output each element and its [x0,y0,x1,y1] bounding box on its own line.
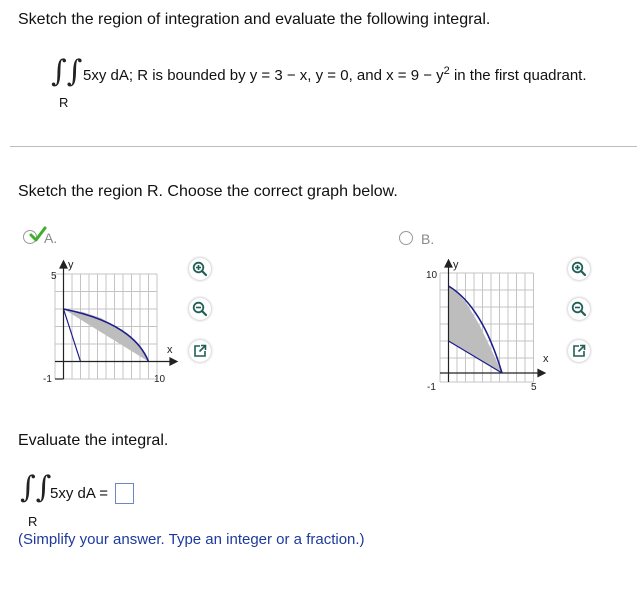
graph-a-open-button[interactable] [189,340,211,362]
double-integral-sign: ∫∫ [51,54,83,89]
option-a[interactable] [23,229,83,249]
suffix-text: in the first quadrant. [453,67,587,84]
graph-a[interactable] [38,258,188,388]
graph-a-tick-left: -1 [43,374,52,385]
answer-note: (Simplify your answer. Type an integer or a fraction.) [18,531,365,548]
double-integral-sign: ∫∫ [20,470,52,505]
instruction-text: Sketch the region of integration and evaluate the following integral. [18,11,491,28]
graph-b-open-button[interactable] [568,340,590,362]
answer-region-subscript: R [28,514,38,529]
section-divider [10,146,637,147]
region-subscript: R [59,95,69,110]
option-b-radio[interactable] [399,231,413,245]
graph-a-axis-x: x [167,344,173,356]
zoom-in-icon [571,261,587,277]
answer-expression [20,471,320,531]
graph-b-axis-x: x [543,353,549,365]
graph-a-tick-top: 5 [51,271,57,282]
integral-expression [51,55,631,115]
option-b[interactable] [399,231,459,251]
option-b-label: B. [421,231,435,247]
graph-a-zoom-in-button[interactable] [189,258,211,280]
graph-b-tick-left: -1 [427,382,436,393]
graph-a-zoom-out-button[interactable] [189,298,211,320]
graph-b-tick-right: 5 [531,382,537,393]
option-a-label: A. [44,230,58,246]
graph-a-axes [55,261,177,379]
zoom-out-icon [192,301,208,317]
external-link-icon [193,344,207,358]
graph-b-axis-y: y [453,259,459,271]
exponent: 2 [443,65,450,77]
integral-text [83,65,587,84]
graph-b-tick-top: 10 [426,270,438,281]
external-link-icon [572,344,586,358]
part2-prompt: Evaluate the integral. [18,432,169,449]
zoom-out-icon [571,301,587,317]
part1-prompt: Sketch the region R. Choose the correct graph below. [18,183,398,200]
answer-input[interactable] [115,483,134,504]
graph-b-zoom-out-button[interactable] [568,298,590,320]
zoom-in-icon [192,261,208,277]
graph-b-zoom-in-button[interactable] [568,258,590,280]
graph-a-axis-y: y [68,259,74,271]
integrand-text: 5xy dA; R is bounded by y = 3 − x, y = 0, and x = 9 − y [83,67,444,84]
graph-b[interactable] [422,256,562,396]
answer-integrand: 5xy dA = [50,485,108,502]
graph-a-tick-right: 10 [154,374,166,385]
